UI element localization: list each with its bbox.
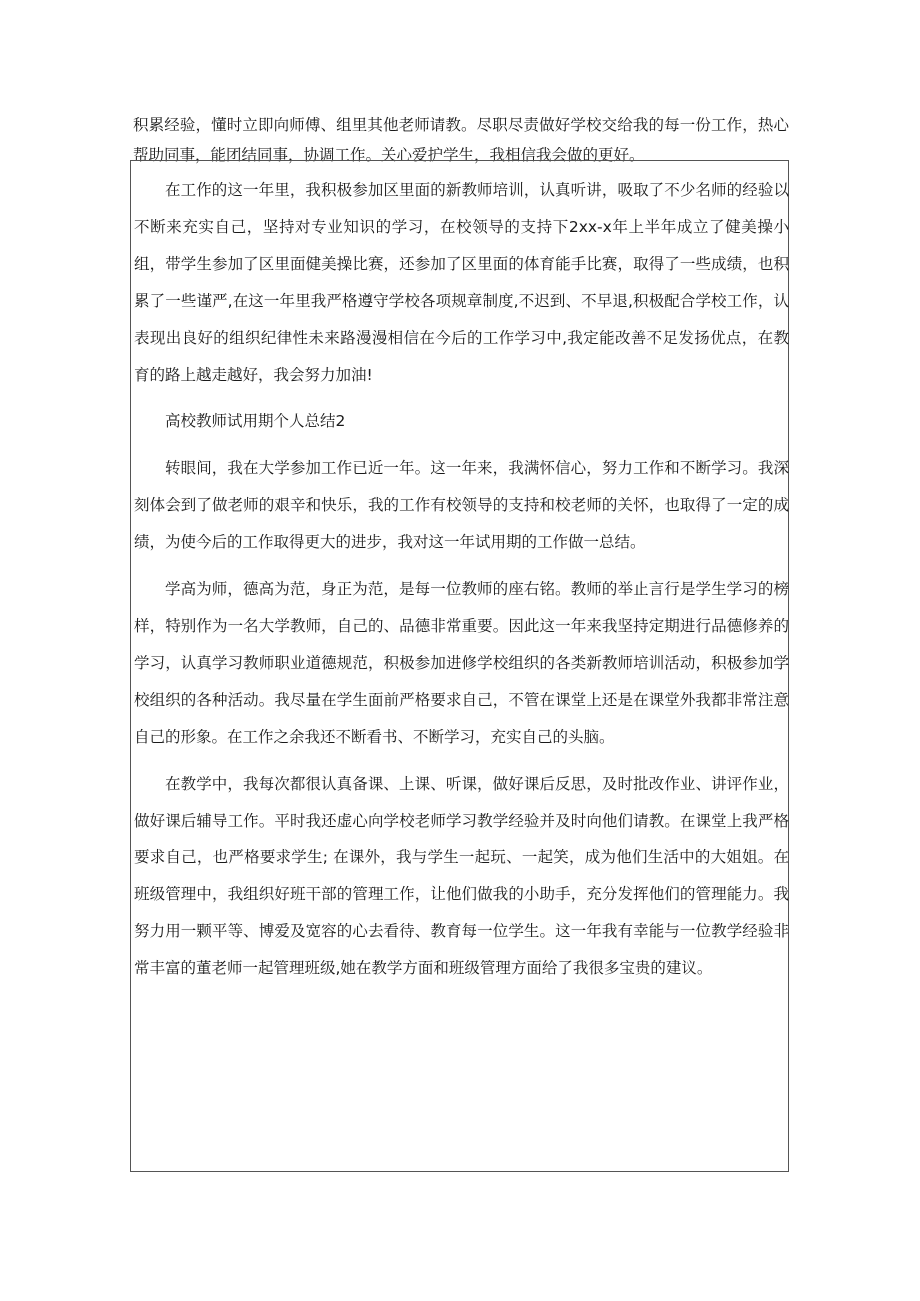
section-heading: 高校教师试用期个人总结2: [165, 412, 346, 431]
paragraph-ethics: 学高为师，德高为范，身正为范，是每一位教师的座右铭。教师的举止言行是学生学习的榜样，特别作为一名大学教师，自己的、品德非常重要。因此这一年来我坚持定期进行品德修养的学习，认真学习教师职业道德规范，积极参加进修学校组织的各类新教师培训活动，积极参加学校组织的各种活动。我尽量在学生面前严格要求自己，不管在课堂上还是在课堂外我都非常注意自己的形象。在工作之余我还不断看书、不断学习，充实自己的头脑。: [134, 580, 789, 746]
content-box-inner: [134, 172, 789, 987]
paragraph-teaching: 在教学中，我每次都很认真备课、上课、听课，做好课后反思，及时批改作业、讲评作业，做好课后辅导工作。平时我还虚心向学校老师学习教学经验并及时向他们请教。在课堂上我严格要求自己，也严格要求学生; 在课外，我与学生一起玩、一起笑，成为他们生活中的大姐姐。在班级管理中，我组织好班干部的管理工作，让他们做我的小助手，充分发挥他们的管理能力。我努力用一颗平等、博爱及宽容的心去看待、教育每一位学生。这一年我有幸能与一位教学经验非常丰富的董老师一起管理班级,她在教学方面和班级管理方面给了我很多宝贵的建议。: [134, 774, 789, 978]
paragraph-work-year: 在工作的这一年里，我积极参加区里面的新教师培训，认真听讲，吸取了不少名师的经验以不断来充实自己，坚持对专业知识的学习，在校领导的支持下2xx-x年上半年成立了健美操小组，带学生参加了区里面健美操比赛，还参加了区里面的体育能手比赛，取得了一些成绩，也积累了一些谨严,在这一年里我严格遵守学校各项规章制度,不迟到、不早退,积极配合学校工作，认表现出良好的组织纪律性未来路漫漫相信在今后的工作学习中,我定能改善不足发扬优点，在教育的路上越走越好，我会努力加油!: [134, 181, 789, 384]
top-paragraph: 积累经验，懂时立即向师傅、组里其他老师请教。尽职尽责做好学校交给我的每一份工作，热心帮助同事，能团结同事，协调工作。关心爱护学生，我相信我会做的更好。: [133, 116, 789, 164]
content-box: [130, 160, 789, 1172]
paragraph-intro: 转眼间，我在大学参加工作已近一年。这一年来，我满怀信心，努力工作和不断学习。我深刻体会到了做老师的艰辛和快乐，我的工作有校领导的支持和校老师的关怀，也取得了一定的成绩，为使今后的工作取得更大的进步，我对这一年试用期的工作做一总结。: [134, 459, 789, 552]
